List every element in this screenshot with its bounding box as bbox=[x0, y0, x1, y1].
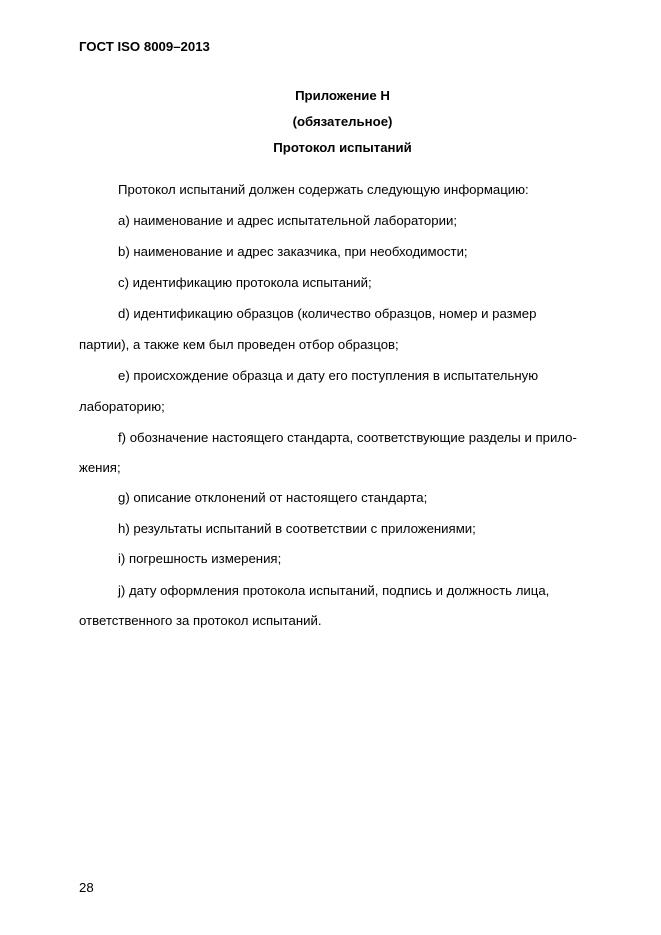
list-item-f-continuation: жения; bbox=[79, 460, 121, 475]
intro-paragraph: Протокол испытаний должен содержать следующую информацию: bbox=[118, 182, 529, 197]
list-item-f: f) обозначение настоящего стандарта, соответствующие разделы и прило- bbox=[118, 430, 577, 445]
list-item-c: с) идентификацию протокола испытаний; bbox=[118, 275, 372, 290]
list-item-b: b) наименование и адрес заказчика, при необходимости; bbox=[118, 244, 468, 259]
list-item-h: h) результаты испытаний в соответствии с приложениями; bbox=[118, 521, 476, 536]
annex-title: Приложение Н bbox=[295, 88, 390, 103]
list-item-i: i) погрешность измерения; bbox=[118, 551, 282, 566]
list-item-a: а) наименование и адрес испытательной лаборатории; bbox=[118, 213, 457, 228]
annex-status: (обязательное) bbox=[292, 114, 393, 129]
list-item-j-continuation: ответственного за протокол испытаний. bbox=[79, 613, 322, 628]
list-item-j: j) дату оформления протокола испытаний, подпись и должность лица, bbox=[118, 583, 550, 598]
list-item-e-continuation: лабораторию; bbox=[79, 399, 165, 414]
list-item-d-continuation: партии), а также кем был проведен отбор образцов; bbox=[79, 337, 399, 352]
document-id-header: ГОСТ ISO 8009–2013 bbox=[79, 39, 210, 54]
list-item-d: d) идентификацию образцов (количество образцов, номер и размер bbox=[118, 306, 537, 321]
annex-heading: Протокол испытаний bbox=[273, 140, 412, 155]
list-item-g: g) описание отклонений от настоящего стандарта; bbox=[118, 490, 428, 505]
list-item-e: е) происхождение образца и дату его поступления в испытательную bbox=[118, 368, 539, 383]
page-number: 28 bbox=[79, 880, 94, 895]
